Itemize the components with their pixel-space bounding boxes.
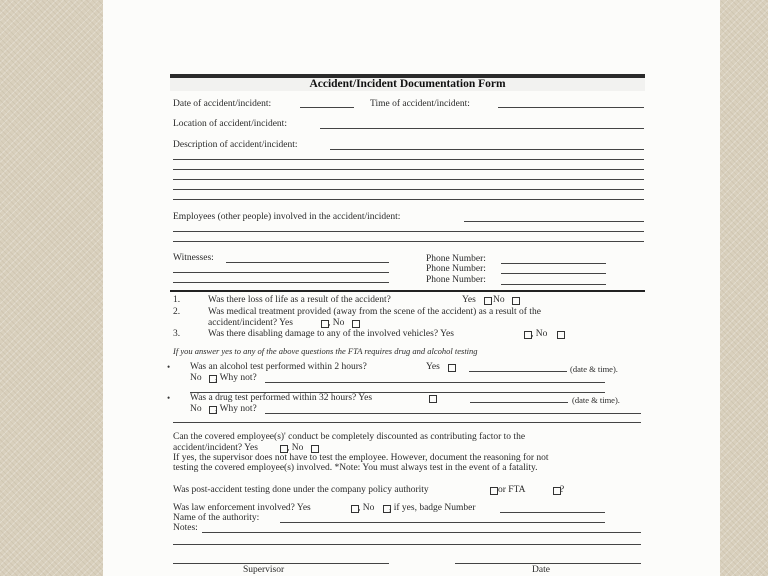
authority-field[interactable] — [280, 522, 605, 523]
description-label: Description of accident/incident: — [173, 140, 298, 150]
q1-no-label: No — [493, 295, 505, 305]
date-field[interactable] — [300, 107, 354, 108]
authority-label: Name of the authority: — [173, 513, 260, 523]
q3-no-label: , No — [531, 329, 548, 339]
employees-line[interactable] — [464, 221, 644, 222]
section-divider — [170, 290, 645, 292]
drug-yes-checkbox[interactable] — [429, 395, 437, 403]
date-signature-label: Date — [532, 565, 550, 575]
location-field[interactable] — [320, 128, 644, 129]
question-mark: ? — [560, 485, 565, 495]
description-line[interactable] — [173, 169, 644, 170]
conduct-no-label: , No — [287, 443, 304, 453]
alcohol-yes-label: Yes — [426, 362, 440, 372]
drug-why-field[interactable] — [265, 413, 641, 414]
drug-why-field[interactable] — [173, 422, 641, 423]
witness-line[interactable] — [226, 262, 389, 263]
q1-no-checkbox[interactable] — [512, 297, 520, 305]
employees-line[interactable] — [173, 231, 644, 232]
phone-label: Phone Number: — [426, 275, 486, 285]
conduct-question: Can the covered employee(s)' conduct be completely discounted as contributing factor to the — [173, 432, 526, 442]
law-no-label: , No — [358, 503, 375, 513]
time-label: Time of accident/incident: — [370, 99, 470, 109]
question-number: 2. — [173, 307, 181, 317]
location-label: Location of accident/incident: — [173, 119, 287, 129]
drug-datetime-label: (date & time). — [572, 395, 620, 405]
description-line[interactable] — [173, 179, 644, 180]
phone-field[interactable] — [501, 273, 606, 274]
question-number: 1. — [173, 295, 181, 305]
employees-label: Employees (other people) involved in the accident/incident: — [173, 212, 401, 222]
conduct-question-cont: accident/incident? Yes — [173, 443, 258, 453]
witness-line[interactable] — [173, 282, 389, 283]
alcohol-test-text: Was an alcohol test performed within 2 hours? — [190, 362, 367, 372]
date-label: Date of accident/incident: — [173, 99, 272, 109]
witness-line[interactable] — [173, 272, 389, 273]
q3-no-checkbox[interactable] — [557, 331, 565, 339]
description-line[interactable] — [173, 189, 644, 190]
fta-option-label: or FTA — [498, 485, 526, 495]
question-3-text: Was there disabling damage to any of the involved vehicles? Yes — [208, 329, 454, 339]
post-accident-question: Was post-accident testing done under the company policy authority — [173, 485, 429, 495]
phone-field[interactable] — [501, 263, 606, 264]
notes-field[interactable] — [173, 544, 641, 545]
drug-test-text: Was a drug test performed within 32 hours? Yes — [190, 393, 373, 403]
alcohol-why-label: , Why not? — [215, 373, 257, 383]
question-2-text: Was medical treatment provided (away from the scene of the accident) as a result of the — [208, 307, 541, 317]
question-number: 3. — [173, 329, 181, 339]
form-title: Accident/Incident Documentation Form — [309, 78, 506, 90]
date-signature-line[interactable] — [455, 563, 641, 564]
phone-field[interactable] — [501, 284, 606, 285]
drug-why-label: , Why not? — [215, 404, 257, 414]
alcohol-why-field[interactable] — [265, 382, 605, 383]
phone-label: Phone Number: — [426, 254, 486, 264]
witnesses-label: Witnesses: — [173, 253, 214, 263]
badge-label: , if yes, badge Number — [389, 503, 476, 513]
company-policy-checkbox[interactable] — [490, 487, 498, 495]
description-line[interactable] — [330, 149, 644, 150]
drug-no-label: No — [190, 404, 202, 414]
alcohol-no-label: No — [190, 373, 202, 383]
conduct-instruction: If yes, the supervisor does not have to test the employee. However, document the reasoning for not — [173, 453, 549, 463]
q2-no-checkbox[interactable] — [352, 320, 360, 328]
drug-datetime-field[interactable] — [470, 402, 568, 403]
conduct-note: testing the covered employee(s) involved. *Note: You must always test in the event of a fatality. — [173, 463, 538, 473]
question-2-text-cont: accident/incident? Yes — [208, 318, 293, 328]
law-question: Was law enforcement involved? Yes — [173, 503, 311, 513]
accident-form — [167, 0, 645, 576]
bullet-icon: • — [167, 362, 171, 372]
phone-label: Phone Number: — [426, 264, 486, 274]
fta-note: If you answer yes to any of the above questions the FTA requires drug and alcohol testing — [173, 346, 478, 356]
description-line[interactable] — [173, 199, 644, 200]
alcohol-datetime-field[interactable] — [469, 371, 567, 372]
supervisor-signature-line[interactable] — [173, 563, 389, 564]
q2-no-label: , No — [328, 318, 345, 328]
alcohol-yes-checkbox[interactable] — [448, 364, 456, 372]
badge-number-field[interactable] — [500, 512, 605, 513]
notes-field[interactable] — [202, 532, 641, 533]
bullet-icon: • — [167, 393, 171, 403]
conduct-no-checkbox[interactable] — [311, 445, 319, 453]
notes-label: Notes: — [173, 523, 198, 533]
q1-yes-checkbox[interactable] — [484, 297, 492, 305]
description-line[interactable] — [173, 159, 644, 160]
supervisor-label: Supervisor — [243, 565, 285, 575]
alcohol-datetime-label: (date & time). — [570, 364, 618, 374]
time-field[interactable] — [498, 107, 644, 108]
q1-yes-label: Yes — [462, 295, 476, 305]
question-1-text: Was there loss of life as a result of the accident? — [208, 295, 391, 305]
employees-line[interactable] — [173, 241, 644, 242]
